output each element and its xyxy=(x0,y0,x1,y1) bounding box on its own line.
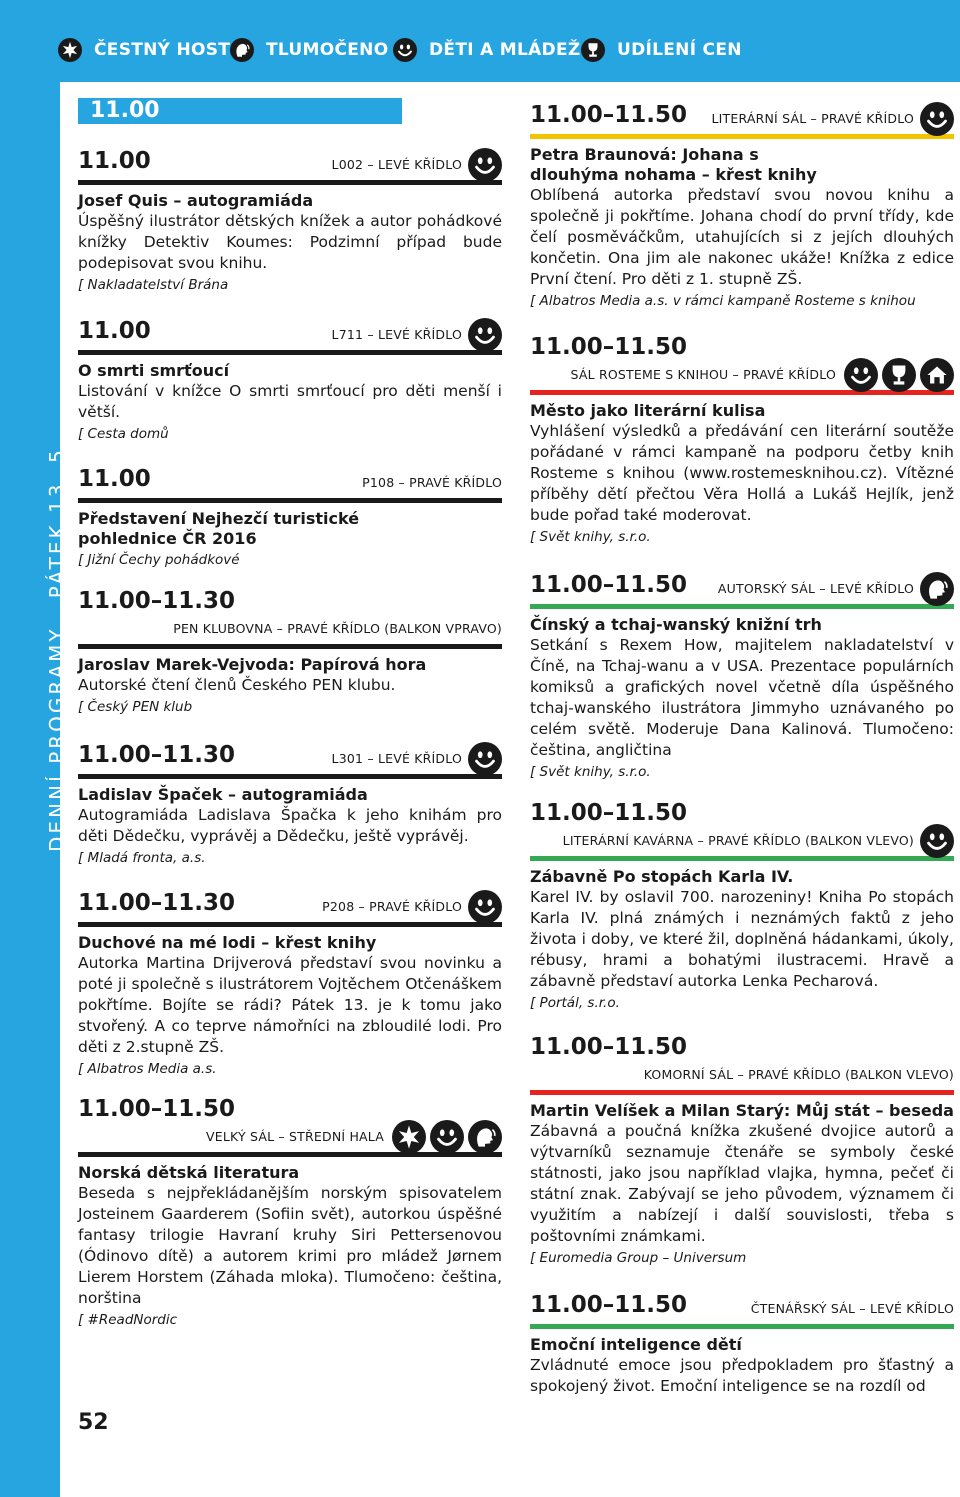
event-header xyxy=(530,800,954,852)
event-publisher: [ Svět knihy, s.r.o. xyxy=(530,529,651,545)
event-time: 11.00 xyxy=(78,148,151,174)
event-time: 11.00 xyxy=(78,466,151,492)
event-publisher: [ Svět knihy, s.r.o. xyxy=(530,764,651,780)
event-icons xyxy=(468,318,502,352)
event-divider xyxy=(78,498,502,503)
event-divider xyxy=(78,774,502,779)
event-header xyxy=(78,888,502,918)
interpreter-icon xyxy=(230,38,254,62)
event-location: LITERÁRNÍ KAVÁRNA – PRAVÉ KŘÍDLO (BALKON VLEVO) xyxy=(562,833,914,848)
event-icons xyxy=(392,1120,502,1154)
event-title: Norská dětská literatura xyxy=(78,1163,300,1182)
event-right-4 xyxy=(530,1034,954,1268)
event-publisher: [ Portál, s.r.o. xyxy=(530,995,620,1011)
sidebar-title: DENNÍ PROGRAMY xyxy=(45,626,69,852)
interpreter-icon xyxy=(920,572,954,606)
event-publisher: [ #ReadNordic xyxy=(78,1312,178,1328)
event-location: P108 – PRAVÉ KŘÍDLO xyxy=(362,475,502,490)
event-header xyxy=(78,146,502,176)
legend-awards xyxy=(581,38,742,62)
event-divider xyxy=(530,1090,954,1095)
event-header xyxy=(530,1290,954,1320)
event-right-0 xyxy=(530,100,954,311)
event-location: AUTORSKÝ SÁL – LEVÉ KŘÍDLO xyxy=(717,581,914,596)
event-description: Autorka Martina Drijverová představí svou novinku a poté ji společně s ilustrátorem Vojtěchem Otčenáškem pokřtíme. Bojíte se rádi? Pátek 13. je k tomu jako stvořený. A co teprve námořníci na zbloudilé lodi. Pro děti z 2.stupně ZŠ. xyxy=(78,954,502,1056)
legend-label: TLUMOČENO xyxy=(266,40,389,60)
event-title: O smrti smrťoucí xyxy=(78,361,230,380)
smiley-icon xyxy=(468,148,502,182)
sidebar-label xyxy=(45,438,69,852)
event-publisher: [ Albatros Media a.s. v rámci kampaně Rosteme s knihou xyxy=(530,293,916,309)
award-icon xyxy=(581,38,605,62)
event-icons xyxy=(920,102,954,136)
event-time: 11.00–11.30 xyxy=(78,890,236,916)
event-header xyxy=(530,570,954,600)
star-icon xyxy=(58,38,82,62)
event-title: Město jako literární kulisa xyxy=(530,401,766,420)
event-time: 11.00–11.30 xyxy=(78,588,236,614)
event-location: KOMORNÍ SÁL – PRAVÉ KŘÍDLO (BALKON VLEVO) xyxy=(643,1067,954,1082)
event-description: Autorské čtení členů Českého PEN klubu. xyxy=(78,676,396,694)
event-publisher: [ Nakladatelství Brána xyxy=(78,277,229,293)
event-time: 11.00–11.50 xyxy=(78,1096,236,1122)
event-header xyxy=(530,100,954,130)
event-title: Ladislav Špaček – autogramiáda xyxy=(78,785,368,804)
event-right-5 xyxy=(530,1290,954,1397)
event-time: 11.00–11.50 xyxy=(530,334,688,360)
event-left-3 xyxy=(78,588,502,717)
event-location: L711 – LEVÉ KŘÍDLO xyxy=(331,327,462,342)
event-left-0 xyxy=(78,146,502,295)
event-description: Zvládnuté emoce jsou předpokladem pro šťastný a spokojený život. Emoční inteligence se na rozdíl od xyxy=(530,1356,954,1395)
legend-label: ČESTNÝ HOST xyxy=(94,40,231,60)
event-header xyxy=(78,1096,502,1148)
sidebar-day: PÁTEK 13. 5. xyxy=(45,437,69,599)
event-description: Úspěšný ilustrátor dětských knížek a autor pohádkové knížky Detektiv Koumes: Podzimní případ bude podepisovat svou knihu. xyxy=(78,212,502,272)
event-location: VELKÝ SÁL – STŘEDNÍ HALA xyxy=(206,1129,384,1144)
event-left-2 xyxy=(78,464,502,570)
event-location: PEN KLUBOVNA – PRAVÉ KŘÍDLO (BALKON VPRAVO) xyxy=(173,621,502,636)
event-title: Jaroslav Marek-Vejvoda: Papírová hora xyxy=(78,655,427,674)
event-description: Karel IV. by oslavil 700. narozeniny! Kniha Po stopách Karla IV. plná známých i neznámých faktů z jeho života i doby, ve které žil, doplněná hádankami, úkoly, rébusy, hrami a bohatými ilustracemi. Hravě a zábavně představí autorka Lenka Pecharová. xyxy=(530,888,954,990)
event-time: 11.00–11.50 xyxy=(530,1034,688,1060)
event-divider xyxy=(530,1324,954,1329)
event-title: Petra Braunová: Johana s dlouhýma nohama – křest knihy xyxy=(530,145,817,184)
event-right-3 xyxy=(530,800,954,1013)
event-right-1 xyxy=(530,334,954,547)
page-number: 52 xyxy=(78,1410,109,1435)
event-title: Duchové na mé lodi – křest knihy xyxy=(78,933,377,952)
event-icons xyxy=(468,890,502,924)
event-publisher: [ Albatros Media a.s. xyxy=(78,1061,217,1077)
event-description: Vyhlášení výsledků a předávání cen literární soutěže pořádané v rámci kampaně na podporu četby knih Rosteme s knihou (www.rostemesknihou.cz). Vítězné příběhy dětí přečtou Věra Hollá a Lukáš Hejlík, jenž bude pořad také moderovat. xyxy=(530,422,954,524)
event-icons xyxy=(920,572,954,606)
event-location: L002 – LEVÉ KŘÍDLO xyxy=(331,157,462,172)
event-description: Beseda s nejpřekládanějším norským spisovatelem Josteinem Gaarderem (Sofiin svět), autorkou úspěšné fantasy trilogie Havraní kruhy Siri Pettersenovou (Ódinovo dítě) a autorem krimi pro mládež Jørnem Lierem Horstem (Záhada mloka). Tlumočeno: čeština, norština xyxy=(78,1184,502,1307)
smiley-icon xyxy=(430,1120,464,1154)
event-location: SÁL ROSTEME S KNIHOU – PRAVÉ KŘÍDLO xyxy=(570,367,836,382)
event-divider xyxy=(78,350,502,355)
smiley-icon xyxy=(920,824,954,858)
event-time: 11.00–11.50 xyxy=(530,102,688,128)
event-header xyxy=(78,316,502,346)
legend-interpreted xyxy=(230,38,388,62)
event-description: Zábavná a poučná knížka zkušené dvojice autorů a výtvarníků seznamuje čtenáře se symboly české státnosti, jako jsou například vlajka, hymna, pečeť či státní znak. Zabývají se jeho původem, významem či využitím a nabízejí i další souvislosti, třeba s poštovními známkami. xyxy=(530,1122,954,1245)
smiley-icon xyxy=(393,38,417,62)
event-description: Oblíbená autorka představí svou novou knihu a společně ji pokřtíme. Johana chodí do první třídy, kde čelí posměváčkům, utahujících si z jejích dlouhých končetin. Ona jim ale nakonec ukáže! Knížka z edice První čtení. Pro děti z 1. stupně ZŠ. xyxy=(530,186,954,288)
event-time: 11.00–11.50 xyxy=(530,572,688,598)
event-left-4 xyxy=(78,740,502,868)
event-left-5 xyxy=(78,888,502,1079)
star-icon xyxy=(392,1120,426,1154)
event-description: Setkání s Rexem How, majitelem nakladatelství v Číně, na Tchaj-wanu a v USA. Prezentace populárních komiksů a grafických novel včetně díla úspěšného tchaj-wanského ilustrátora Jimmyho uznávaného po celém světě. Moderuje Dana Kalinová. Tlumočeno: čeština, angličtina xyxy=(530,636,954,759)
event-header xyxy=(78,588,502,640)
event-publisher: [ Mladá fronta, a.s. xyxy=(78,850,206,866)
event-divider xyxy=(78,180,502,185)
interpreter-icon xyxy=(468,1120,502,1154)
event-description: Listování v knížce O smrti smrťoucí pro děti menší i větší. xyxy=(78,382,502,421)
event-divider xyxy=(530,604,954,609)
event-time: 11.00 xyxy=(78,318,151,344)
smiley-icon xyxy=(468,318,502,352)
legend-children xyxy=(393,38,581,62)
event-location: L301 – LEVÉ KŘÍDLO xyxy=(331,751,462,766)
event-publisher: [ Český PEN klub xyxy=(78,699,193,715)
event-time: 11.00–11.50 xyxy=(530,800,688,826)
award-icon xyxy=(882,358,916,392)
event-right-2 xyxy=(530,570,954,782)
smiley-icon xyxy=(468,742,502,776)
event-divider xyxy=(78,922,502,927)
event-header xyxy=(530,334,954,386)
legend-label: UDÍLENÍ CEN xyxy=(617,40,742,60)
event-left-6 xyxy=(78,1096,502,1330)
event-icons xyxy=(920,824,954,858)
smiley-icon xyxy=(920,102,954,136)
event-icons xyxy=(844,358,954,392)
event-publisher: [ Cesta domů xyxy=(78,426,169,442)
event-title: Martin Velíšek a Milan Starý: Můj stát – beseda xyxy=(530,1101,954,1120)
event-icons xyxy=(468,742,502,776)
legend-label: DĚTI A MLÁDEŽ xyxy=(429,40,581,60)
event-divider xyxy=(78,644,502,649)
event-title: Představení Nejhezčí turistické pohlednice ČR 2016 xyxy=(78,509,360,548)
event-header xyxy=(78,464,502,494)
event-divider xyxy=(530,856,954,861)
event-time: 11.00–11.30 xyxy=(78,742,236,768)
event-publisher: [ Euromedia Group – Universum xyxy=(530,1250,747,1266)
event-title: Josef Quis – autogramiáda xyxy=(78,191,314,210)
legend-bar xyxy=(0,0,960,82)
event-left-1 xyxy=(78,316,502,444)
sidebar xyxy=(0,82,69,1497)
event-title: Zábavně Po stopách Karla IV. xyxy=(530,867,794,886)
event-divider xyxy=(530,134,954,139)
smiley-icon xyxy=(468,890,502,924)
event-title: Čínský a tchaj-wanský knižní trh xyxy=(530,615,822,634)
hour-header: 11.00 xyxy=(78,98,402,124)
event-location: ČTENÁŘSKÝ SÁL – LEVÉ KŘÍDLO xyxy=(750,1301,954,1316)
event-icons xyxy=(468,148,502,182)
event-header xyxy=(530,1034,954,1086)
event-time: 11.00–11.50 xyxy=(530,1292,688,1318)
event-header xyxy=(78,740,502,770)
event-title: Emoční inteligence dětí xyxy=(530,1335,742,1354)
legend-honored-guest xyxy=(58,38,230,62)
event-publisher: [ Jižní Čechy pohádkové xyxy=(78,552,240,568)
smiley-icon xyxy=(844,358,878,392)
event-description: Autogramiáda Ladislava Špačka k jeho knihám pro děti Dědečku, vyprávěj a Dědečku, ještě vyprávěj. xyxy=(78,806,502,845)
house-icon xyxy=(920,358,954,392)
event-location: LITERÁRNÍ SÁL – PRAVÉ KŘÍDLO xyxy=(711,111,914,126)
event-location: P208 – PRAVÉ KŘÍDLO xyxy=(322,899,462,914)
